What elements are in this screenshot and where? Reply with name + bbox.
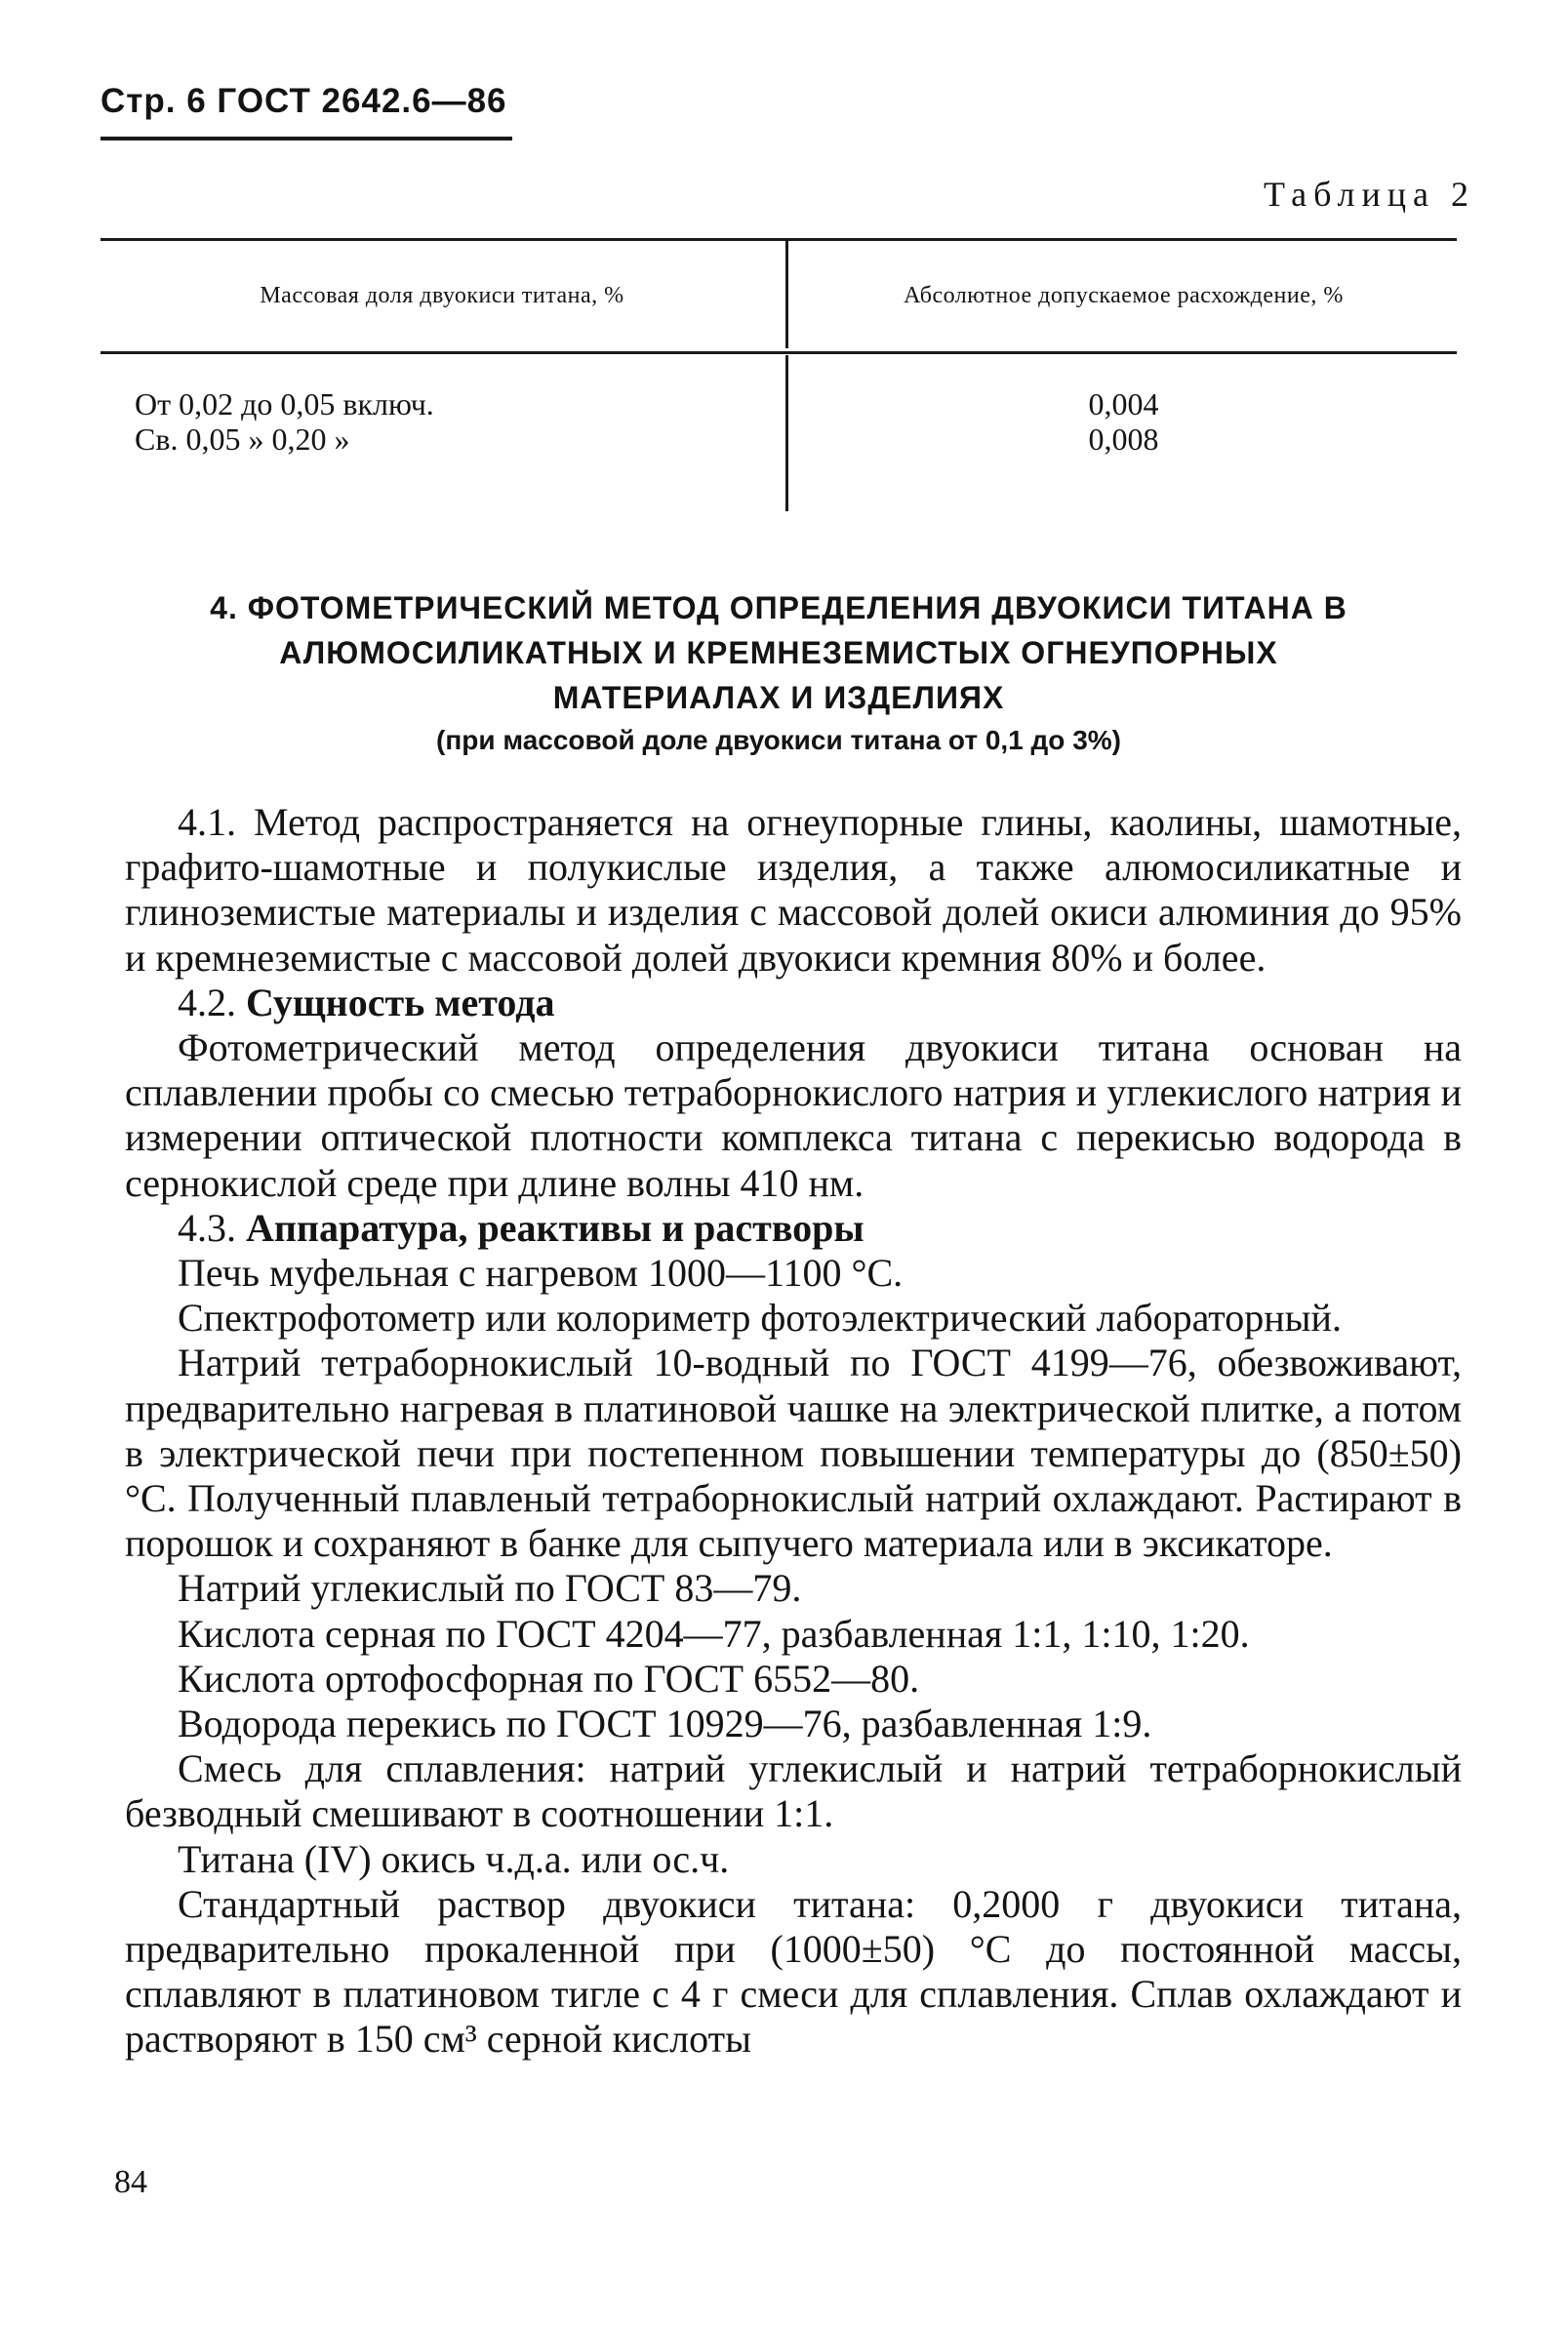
- table-header-mass-fraction: Массовая доля двуокиси титана, %: [260, 283, 624, 308]
- table-header-divider: [785, 241, 788, 348]
- reagent-item: Титана (IV) окись ч.д.а. или ос.ч.: [178, 1836, 730, 1881]
- clause-4-2-text: Фотометрический метод определения двуокиси титана основан на сплавлении пробы со смесью тетраборнокислого натрия и углекислого натрия и измерении оптической плотности комплекса титана с перекисью водорода в сернокислой среде при длине волны 410 нм.: [125, 1025, 1462, 1205]
- table-cell-range: От 0,02 до 0,05 включ.: [135, 386, 434, 421]
- section-heading-line: МАТЕРИАЛАХ И ИЗДЕЛИЯХ: [552, 680, 1005, 715]
- solution-item: Стандартный раствор двуокиси титана: 0,2000 г двуокиси титана, предварительно прокаленной при (1000±50) °С до постоянной массы, сплавляют в платиновом тигле с 4 г смеси для сплавления. Сплав охлаждают и растворяют в 150 см³ серной кислоты: [125, 1881, 1462, 2062]
- page-number: 84: [114, 2164, 147, 2200]
- table-header-tolerance: Абсолютное допускаемое расхождение, %: [904, 283, 1344, 308]
- reagent-item: Натрий углекислый по ГОСТ 83—79.: [178, 1566, 802, 1611]
- clause-4-2-heading: [125, 981, 1462, 1025]
- reagent-item: Натрий тетраборнокислый 10-водный по ГОСТ 4199—76, обезвоживают, предварительно нагревая в платиновой чашке на электрической плитке, а потом в электрической печи при постепенном повышении температуры до (850±50) °С. Полученный плавленый тетраборнокислый натрий охлаждают. Растирают в порошок и сохраняют в банке для сыпучего материала или в эксикаторе.: [125, 1341, 1462, 1566]
- equipment-item: Спектрофотометр или колориметр фотоэлектрический лабораторный.: [178, 1296, 1342, 1341]
- clause-title: Аппаратура, реактивы и растворы: [246, 1205, 864, 1250]
- clause-4-1: 4.1. Метод распространяется на огнеупорные глины, каолины, шамотные, графито-шамотные и полукислые изделия, а также алюмосиликатные и глиноземистые материалы и изделия с массовой долей окиси алюминия до 95% и кремнеземистые с массовой долей двуокиси кремния 80% и более.: [125, 800, 1462, 980]
- reagent-item: Кислота серная по ГОСТ 4204—77, разбавленная 1:1, 1:10, 1:20.: [178, 1611, 1250, 1656]
- table-cell-range: Св. 0,05 » 0,20 »: [135, 421, 350, 457]
- table-top-rule: [101, 238, 1457, 241]
- table-cell-value: 0,008: [1088, 421, 1159, 457]
- section-4-heading: [101, 585, 1457, 720]
- clause-4-3-heading: [125, 1206, 1462, 1251]
- header-rule: [101, 137, 512, 140]
- reagent-item: Кислота ортофосфорная по ГОСТ 6552—80.: [178, 1656, 920, 1701]
- clause-title: Сущность метода: [246, 980, 555, 1024]
- reagent-item: Водорода перекись по ГОСТ 10929—76, разбавленная 1:9.: [178, 1702, 1152, 1746]
- equipment-item: Печь муфельная с нагревом 1000—1100 °С.: [178, 1251, 904, 1296]
- section-4-body: [125, 800, 1462, 2063]
- table-cell-value: 0,004: [1088, 386, 1159, 421]
- table-header-rule: [101, 351, 1457, 354]
- clause-number: 4.3.: [178, 1205, 236, 1250]
- section-4-subheading: (при массовой доле двуокиси титана от 0,1 до 3%): [436, 725, 1121, 755]
- section-heading-line: АЛЮМОСИЛИКАТНЫХ И КРЕМНЕЗЕМИСТЫХ ОГНЕУПОРНЫХ: [279, 635, 1278, 670]
- table-caption: Таблица 2: [1264, 175, 1475, 214]
- section-heading-line: 4. ФОТОМЕТРИЧЕСКИЙ МЕТОД ОПРЕДЕЛЕНИЯ ДВУОКИСИ ТИТАНА В: [210, 590, 1347, 625]
- clause-number: 4.2.: [178, 980, 236, 1024]
- table-body-divider: [785, 355, 788, 511]
- reagent-item: Смесь для сплавления: натрий углекислый и натрий тетраборнокислый безводный смешивают в соотношении 1:1.: [125, 1746, 1462, 1836]
- running-head: Стр. 6 ГОСТ 2642.6—86: [101, 82, 507, 120]
